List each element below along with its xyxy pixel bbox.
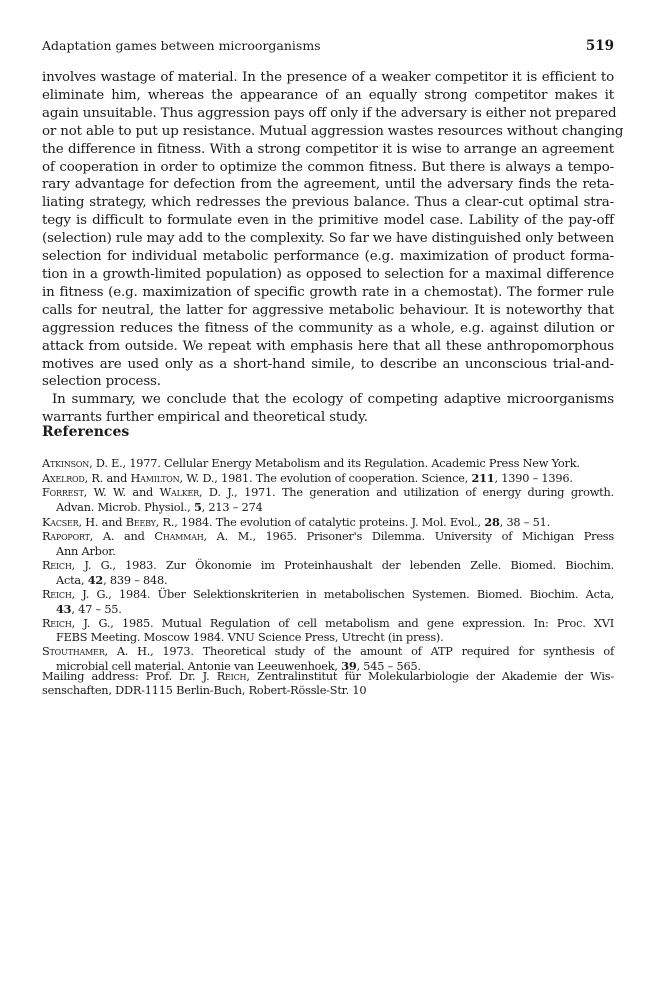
body-text (42, 69, 624, 427)
volume-number: 42 (87, 572, 104, 587)
text-line: (selection) rule may add to the complexity. So far we have distinguished only between (42, 231, 615, 247)
author-name: Kacser (42, 516, 79, 530)
text-line: liating strategy, which redresses the previous balance. Thus a clear-cut optimal stra- (42, 195, 614, 211)
text-line (42, 645, 614, 659)
text-segment: senschaften, DDR-1115 Berlin-Buch, Robert-Rössle-Str. 10 (42, 684, 367, 698)
text-line: tegy is difficult to formulate even in the primitive model case. Lability of the pay-off (42, 213, 614, 229)
text-segment: , 545 – 565. (356, 660, 421, 674)
author-name: Reich (42, 617, 72, 631)
text-segment: Advan. Microb. Physiol., (56, 501, 194, 515)
text-line: aggression reduces the fitness of the community as a whole, e.g. against dilution or (42, 320, 614, 336)
text-line (42, 631, 614, 645)
text-segment: , D. E., 1977. Cellular Energy Metabolism and its Regulation. Academic Press New York. (89, 457, 580, 470)
text-segment: , J. G., 1985. Mutual Regulation of cell metabolism and gene expression. In: Proc. XVI (71, 617, 614, 631)
text-line (42, 670, 614, 684)
text-line (42, 471, 614, 486)
text-line: eliminate him, whereas the appearance of an equally strong competitor makes it (42, 87, 614, 103)
text-line (42, 684, 614, 698)
text-line (42, 588, 614, 602)
volume-number: 39 (341, 659, 357, 674)
text-segment: , H. and (78, 516, 126, 530)
text-segment: , 213 – 274 (201, 501, 263, 515)
text-line: attack from outside. We repeat with emphasis here that all these anthropomorphous (42, 338, 614, 354)
text-line: calls for neutral, the latter for aggressive metabolic behaviour. It is noteworthy that (42, 302, 614, 318)
text-line (42, 559, 614, 573)
text-line: warrants further empirical and theoretical study. (42, 410, 368, 426)
author-name: Atkinson (42, 457, 90, 470)
text-line: in fitness (e.g. maximization of specific growth rate in a chemostat). The former rule (42, 284, 614, 300)
text-segment: Ann Arbor. (56, 544, 116, 558)
text-segment: , W. D., 1981. The evolution of cooperation. Science, (179, 472, 472, 486)
volume-number: 5 (193, 500, 202, 515)
reference-entry (42, 588, 614, 617)
text-segment: , J. G., 1983. Zur Ökonomie im Proteinhaushalt der lebenden Zelle. Biomed. Biochim. (71, 558, 614, 572)
text-segment: , 38 – 51. (499, 516, 551, 530)
volume-number: 211 (471, 471, 495, 486)
text-line: of cooperation in order to optimize the common fitness. But there is always a tempo- (42, 159, 614, 175)
reference-list (42, 457, 614, 674)
text-line: again unsuitable. Thus aggression pays off only if the adversary is either not prepared (42, 105, 617, 121)
reference-entry (42, 457, 614, 471)
volume-number: 43 (56, 601, 72, 616)
text-segment: , Zentralinstitut für Molekularbiologie der Akademie der Wis- (246, 670, 614, 683)
text-segment: , J. G., 1984. Über Selektionskriterien in metabolischen Systemen. Biomed. Biochim. Acta, (71, 587, 614, 601)
page-number: 519 (585, 38, 614, 54)
text-line: involves wastage of material. In the presence of a weaker competitor it is efficient to (42, 70, 614, 85)
paragraph (42, 69, 624, 391)
text-segment: , A. M., 1965. Prisoner's Dilemma. University of Michigan Press (203, 530, 614, 544)
text-segment: , R., 1984. The evolution of catalytic proteins. J. Mol. Evol., (155, 516, 485, 530)
author-name: Reich (216, 670, 247, 683)
author-name: Chammah (154, 530, 204, 544)
text-line (42, 515, 614, 530)
text-segment: , R. and (84, 472, 131, 486)
reference-entry (42, 486, 614, 515)
reference-entry (42, 617, 614, 645)
author-name: Beeby (125, 516, 156, 530)
text-line (42, 500, 614, 515)
text-line: In summary, we conclude that the ecology of competing adaptive microorganisms (52, 392, 614, 408)
text-line (42, 486, 614, 500)
text-segment: , 839 – 848. (103, 573, 168, 587)
author-name: Axelrod (42, 472, 85, 486)
text-segment: FEBS Meeting. Moscow 1984. VNU Science Press, Utrecht (in press). (56, 631, 444, 645)
reference-entry (42, 515, 614, 530)
text-line (42, 617, 614, 631)
text-line: the difference in fitness. With a strong competitor it is wise to arrange an agreement (42, 141, 614, 157)
text-line (42, 545, 614, 559)
text-segment: , 1390 – 1396. (494, 472, 573, 486)
text-segment: , D. J., 1971. The generation and utilization of energy during growth. (198, 486, 614, 500)
text-segment: microbial cell material. Antonie van Leeuwenhoek, (56, 660, 342, 674)
running-title: Adaptation games between microorganisms (42, 38, 321, 53)
author-name: Stouthamer (42, 645, 105, 659)
text-line: motives are used only as a short-hand simile, to describe an unconscious trial-and- (42, 356, 614, 372)
text-line (42, 602, 614, 617)
running-header (42, 38, 614, 54)
text-segment: Mailing address: Prof. Dr. J. (42, 670, 217, 683)
reference-entry (42, 559, 614, 588)
text-line: selection process. (42, 374, 161, 390)
text-line: or not able to put up resistance. Mutual aggression wastes resources without changing (42, 123, 624, 139)
text-segment: Acta, (56, 573, 88, 587)
text-segment: , 47 – 55. (71, 602, 122, 616)
reference-entry (42, 471, 614, 486)
text-line (42, 530, 614, 544)
author-name: Hamilton (130, 472, 180, 486)
mailing-address (42, 670, 614, 698)
reference-entry (42, 530, 614, 558)
references-heading: References (42, 424, 130, 440)
text-line (42, 457, 614, 471)
paragraph (42, 391, 614, 427)
author-name: Reich (42, 558, 72, 572)
text-line (42, 573, 614, 588)
text-segment: , A. H., 1973. Theoretical study of the amount of ATP required for synthesis of (104, 645, 614, 659)
author-name: Walker (159, 486, 199, 500)
text-segment: , A. and (89, 530, 155, 544)
text-line: selection for individual metabolic performance (e.g. maximization of product forma- (42, 249, 614, 265)
author-name: Reich (42, 587, 72, 601)
author-name: Rapoport (42, 530, 90, 544)
author-name: Forrest (42, 486, 84, 500)
text-line: tion in a growth-limited population) as opposed to selection for a maximal difference (42, 266, 614, 282)
text-line: rary advantage for defection from the agreement, until the adversary finds the reta- (42, 177, 614, 193)
volume-number: 28 (484, 515, 500, 530)
text-segment: , W. W. and (83, 486, 160, 500)
